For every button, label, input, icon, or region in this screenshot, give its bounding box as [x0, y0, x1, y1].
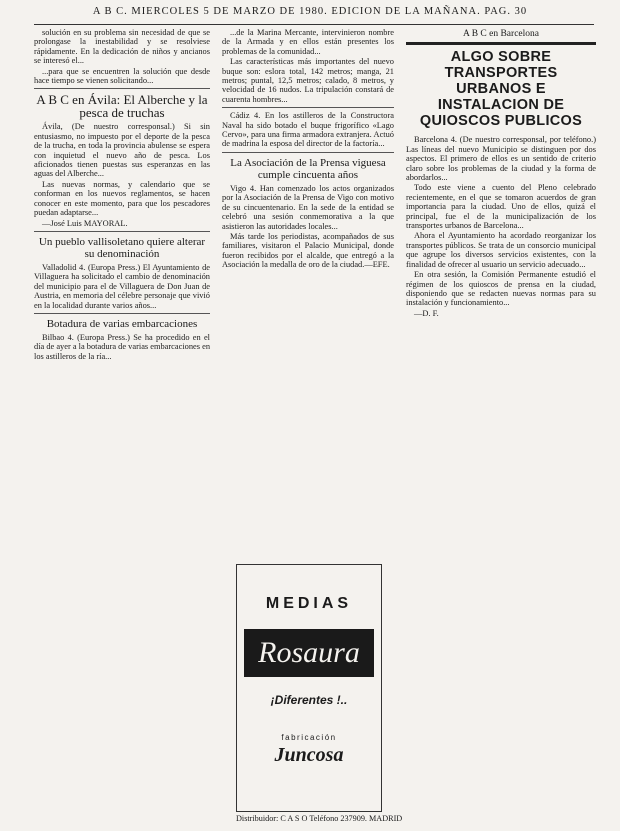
ad-headline: MEDIAS	[265, 595, 353, 612]
divider	[222, 152, 394, 153]
article-body: ...de la Marina Mercante, intervinieron nombre de la Armada y en ellos están presentes los problemas de la comunidad...	[222, 28, 394, 56]
divider	[406, 42, 596, 45]
article-signature: —José Luis MAYORAL.	[42, 218, 128, 228]
article-title: El Alberche y la pesca de truchas	[79, 92, 208, 121]
article-body: Bilbao 4. (Europa Press.) Se ha procedido en el día de ayer a la botadura de varias embarcaciones en los astilleros de la ría...	[34, 332, 210, 361]
article-body: Ávila, (De nuestro corresponsal.) Si sin entusiasmo, no impuesto por el deporte de la pesca de la trucha, en toda la provincia abulense se espera con inquietud el nuevo año de pesca. Los aficionados tienen puestas sus esperanzas en las aguas del Alberche...	[34, 122, 210, 179]
column-left	[34, 28, 210, 818]
section-kicker: A B C en Barcelona	[463, 29, 539, 39]
distributor-label: Distribuidor:	[236, 814, 279, 823]
intro-paragraph: solución en su problema sin necesidad de que se prolongase la inestabilidad y se resolviese rápidamente. En la dedicación de niños y ancianos se interesó el...	[34, 28, 210, 66]
article-body: Vigo 4. Han comenzado los actos organizados por la Asociación de la Prensa de Vigo con motivo de su cincuentenario. En la sede de la entidad se celebró una sesión conmemorativa a la que asistieron las autoridades locales...	[222, 183, 394, 231]
article-heading-avila: A B C en Ávila: El Alberche y la pesca de truchas	[36, 92, 208, 121]
divider	[34, 88, 210, 89]
advertisement	[236, 564, 382, 812]
article-body: Las características más importantes del nuevo buque son: eslora total, 142 metros; manga, 21 metros; puntal, 12,5 metros; calado, 8 metros, y velocidad de 16 nudos. La tripulación constará de cuarenta hombres...	[222, 57, 394, 104]
article-body: Cádiz 4. En los astilleros de la Constructora Naval ha sido botado el buque frigorífico «Lago Cervo», para una firma armadora extranjera. Actuó de madrina la esposa del director de la factoría...	[222, 111, 394, 149]
article-signature: —D. F.	[414, 308, 439, 318]
distributor-info: C A S O Teléfono 237909. MADRID	[280, 814, 403, 823]
column-right	[406, 28, 596, 818]
article-body: En otra sesión, la Comisión Permanente estudió el régimen de los quioscos de prensa en la ciudad, disponiendo que se redacten nuevas normas para su instalación y funcionamiento...	[406, 270, 596, 308]
divider	[34, 231, 210, 232]
ad-tagline: ¡Diferentes !..	[270, 693, 348, 707]
ad-distributor	[236, 814, 406, 823]
article-body: Todo este viene a cuento del Pleno celebrado recientemente, en el que se tomaron acuerdos de gran importancia para la ciudad. Uno de ellos, quizá el principal, fue el de la municipalización de los transportes urbanos de Barcelona...	[406, 183, 596, 231]
header-rule	[34, 24, 594, 25]
article-body: Ahora el Ayuntamiento ha acordado reorganizar los transportes públicos. Se trata de un consorcio municipal que agrupe los diversos servicios existentes, con la finalidad de ofrecer al usuario un servicio adecuado...	[406, 231, 596, 269]
article-body: Valladolid 4. (Europa Press.) El Ayuntamiento de Villaguera ha solicitado el cambio de denominación del municipio para el de Villaguera de Don Juan de Austria, en memoria del célebre personaje que vivió en la localidad durante varios años...	[34, 262, 210, 310]
article-title-prensa: La Asociación de la Prensa viguesa cumple cincuenta años	[230, 156, 386, 181]
page-header: A B C. MIERCOLES 5 DE MARZO DE 1980. EDICION DE LA MAÑANA. PAG. 30	[92, 6, 528, 17]
article-body: Barcelona 4. (De nuestro corresponsal, por teléfono.) Las líneas del nuevo Municipio se distinguen por dos aspectos. El primero de ellos es un sentido de criterio claro sobre los problemas de la ciudad y la forma de abordarlos...	[406, 135, 596, 183]
article-body: Las nuevas normas, y calendario que se conforman en los nuevos reglamentos, se hacen conocer en este momento, para que los pescadores puedan adaptarse...	[34, 179, 210, 218]
divider	[34, 313, 210, 314]
article-body: Más tarde los periodistas, acompañados de sus familiares, visitaron el Palacio Municipal, donde fueron recibidos por el alcalde, que entregó a la Asociación la medalla de oro de la ciudad.—EFE.	[222, 231, 394, 270]
article-title-3: Botadura de varias embarcaciones	[46, 317, 198, 330]
intro-paragraph-2: ...para que se encuentren la solución que desde hace tiempo se vienen solicitando...	[34, 66, 210, 86]
article-title-barcelona: ALGO SOBRE TRANSPORTES URBANOS E INSTALACION DE QUIOSCOS PUBLICOS	[419, 49, 583, 130]
section-kicker: A B C en Ávila	[36, 92, 117, 108]
ad-fabrication-label: fabricación	[281, 733, 337, 742]
ad-brand-logo: Rosaura	[244, 629, 374, 677]
ad-maker: Juncosa	[274, 744, 344, 766]
divider	[222, 107, 394, 108]
article-title-2: Un pueblo vallisoletano quiere alterar su denominación	[38, 235, 206, 260]
